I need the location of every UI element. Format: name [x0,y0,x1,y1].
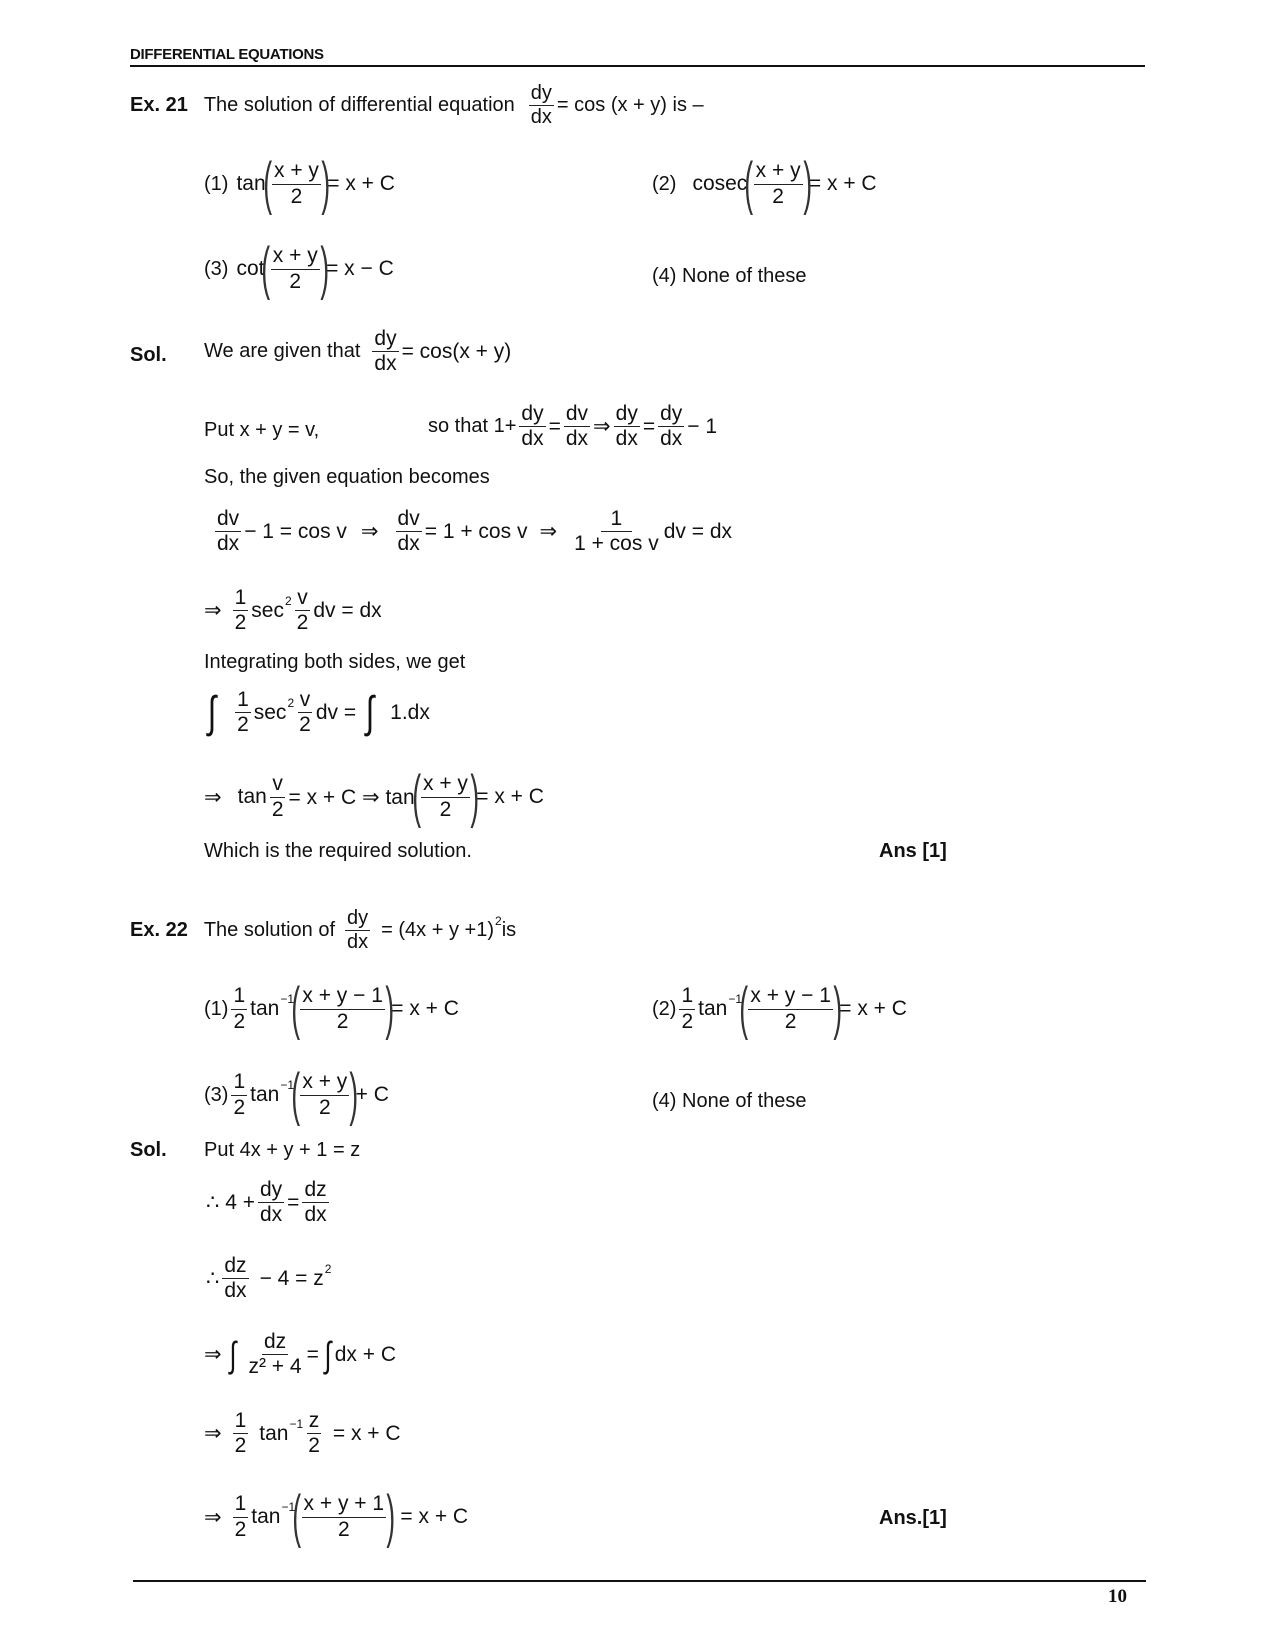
ex21-sol-line2: so that 1+ $\frac{dy}{dx}$ = $\frac{dv}{dx}$ ⇒ $\frac{dy}{dx}$ = $\frac{dy}{dx}$ − 1 [428,402,718,451]
integral-sign: ∫ [207,687,217,737]
ex22-answer: Ans.[1] [879,1507,947,1529]
ex21-sol-line9: Which is the required solution. [204,840,472,862]
ex22-sol-line1: Put 4x + y + 1 = z [204,1139,361,1161]
ex21-sol-label: Sol. [130,344,167,366]
ex22-question: Ex. 22 The solution of $\frac{dy}{dx}$ = (4x + y +1) 2 is [130,907,517,953]
ex21-answer: Ans [1] [879,840,947,862]
integral-sign: ∫ [324,1333,332,1375]
header-rule [130,65,1145,67]
ex22-sol-label: Sol. [130,1139,167,1161]
ex22-question-text: The solution of [203,919,336,941]
ex22-option-1: (1) $\frac{1}{2}$ tan −1 ( $\frac{x + y - 1}{2}$ ) = x + C [204,976,459,1041]
ex21-sol-line3: So, the given equation becomes [204,466,490,488]
ex22-sol-line3: ∴ $\frac{dz}{dx}$ − 4 = z 2 [206,1254,332,1303]
ex21-option-4: (4) None of these [652,265,807,287]
ex21-question [130,82,704,129]
ex22-sol-line6: ⇒ $\frac{1}{2}$ tan −1 ( $\frac{x + y + 1}{2}$ ) = x + C [204,1484,469,1549]
integral-sign: ∫ [229,1333,237,1375]
ex21-sol-line7: ∫ $\frac{1}{2}$ sec 2 $\frac{v}{2}$ dv = ∫ 1.dx [207,687,430,737]
ex21-sol-put: Put x + y = v, [204,419,320,441]
integral-sign: ∫ [365,687,375,737]
ex21-sol-line1: We are given that $\frac{dy}{dx}$ = cos(x + y) [204,327,512,376]
ex21-option-1: (1) tan ( $\frac{x + y}{2}$ ) = x + C [204,151,395,216]
ex22-option-2: (2) $\frac{1}{2}$ tan −1 ( $\frac{x + y - 1}{2}$ ) = x + C [652,976,907,1041]
ex22-sol-line4: ⇒ ∫ $\frac{dz}{\text{z² + 4}}$ = ∫ dx + C [204,1330,397,1379]
ex22-label: Ex. 22 [130,919,188,941]
ex21-sol-line6: Integrating both sides, we get [204,651,466,673]
ex21-option-3: (3) cot ( $\frac{x + y}{2}$ ) = x − C [204,236,394,301]
ex22-sol-line2: ∴ 4 + $\frac{dy}{dx}$ = $\frac{dz}{dx}$ [206,1178,327,1227]
ex22-dydx: $\frac{dy}{dx}$ [347,907,369,953]
ex21-sol-line4: $\frac{dv}{dx}$ − 1 = cos v ⇒ $\frac{dv}{dx}$ = 1 + cos v ⇒ $\frac{1}{\text{1 + cos v}}$ dv = dx [217,507,732,556]
ex22-sol-line5: ⇒ $\frac{1}{2}$ tan −1 $\frac{z}{2}$ = x + C [204,1409,401,1458]
ex21-option-2: (2) cosec ( $\frac{x + y}{2}$ ) = x + C [652,151,877,216]
footer-rule [133,1580,1146,1582]
running-header: DIFFERENTIAL EQUATIONS [130,46,324,63]
ex22-option-3: (3) $\frac{1}{2}$ tan −1 ( $\frac{x + y}{2}$ ) + C [204,1062,389,1127]
ex22-option-4: (4) None of these [652,1090,807,1112]
ex21-question-text: The solution of differential equation [203,94,515,116]
ex21-question-rhs: = cos (x + y) is – [556,94,704,116]
ex21-sol-line8: ⇒ tan $\frac{v}{2}$ = x + C ⇒ tan ( $\frac{x + y}{2}$ ) = x + C [204,764,544,829]
ex21-label: Ex. 21 [130,94,188,116]
page-number: 10 [1108,1586,1127,1607]
ex21-sol-line5: ⇒ $\frac{1}{2}$ sec 2 $\frac{v}{2}$ dv = dx [204,586,382,635]
ex21-dydx: $\frac{dy}{dx}$ [530,82,552,128]
